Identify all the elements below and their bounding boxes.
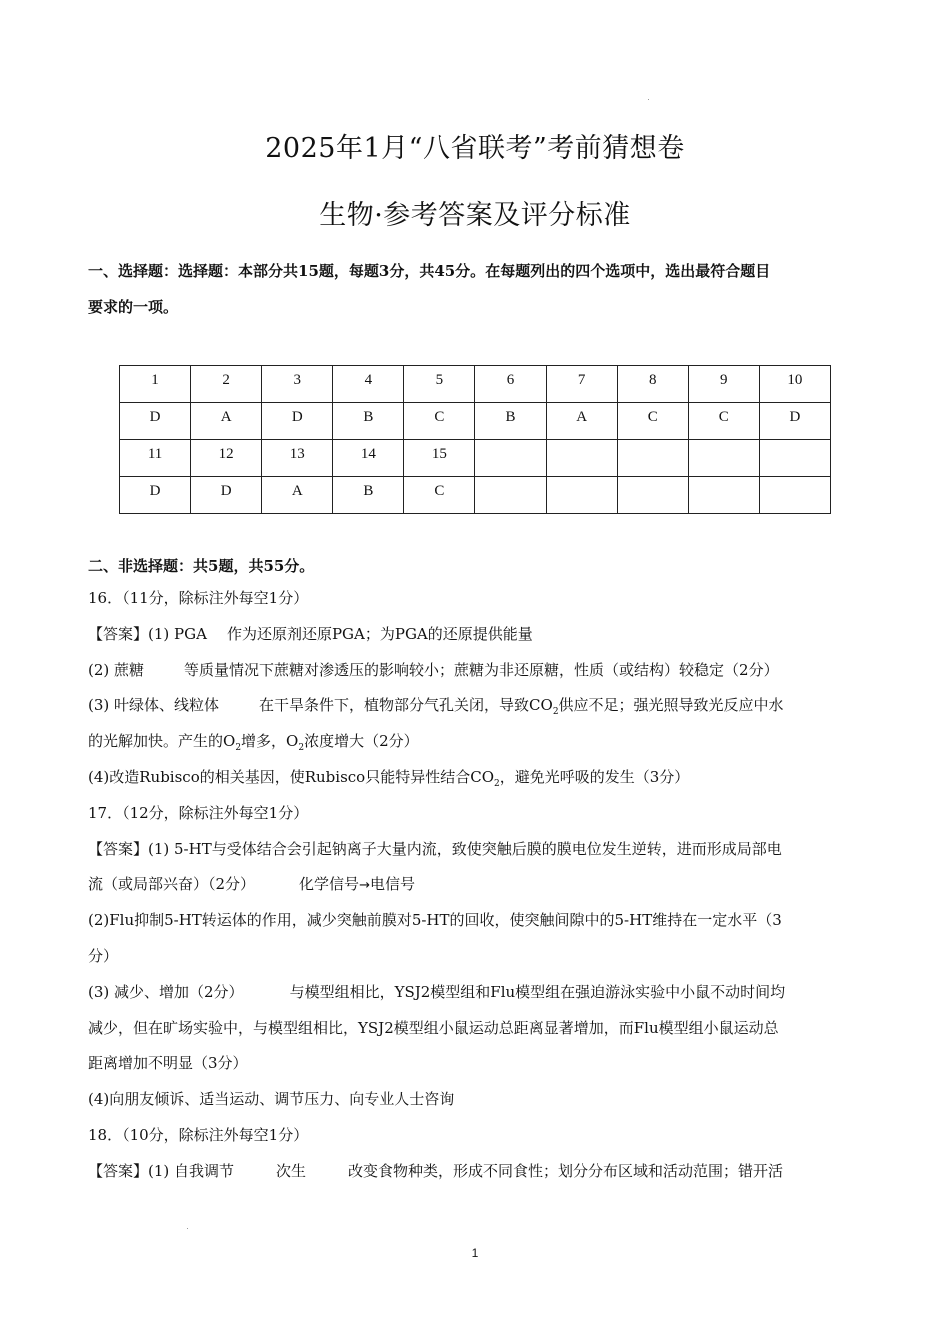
page-number: 1 [471, 1246, 479, 1260]
table-cell: C [404, 477, 475, 514]
q16-answer-3-line1 [88, 688, 864, 724]
table-cell [617, 440, 688, 477]
q17-answer-4: (4)向朋友倾诉、适当运动、调节压力、向专业人士咨询 [88, 1090, 455, 1109]
table-cell: A [262, 477, 333, 514]
table-cell [759, 477, 830, 514]
table-cell: 2 [191, 366, 262, 403]
subscript: 2 [235, 743, 242, 754]
table-cell: D [120, 477, 191, 514]
table-cell: 9 [688, 366, 759, 403]
q16-answer-4-b: ，避免光呼吸的发生（3分） [499, 767, 690, 786]
q16-answer-3-line2-c: 浓度增大（2分） [304, 732, 419, 751]
answer-table-row-numbers-1 [120, 366, 831, 403]
table-cell [546, 477, 617, 514]
q18-header: 18．（10分，除标注外每空1分） [88, 1125, 309, 1144]
q18-answer-1-c: 改变食物种类，形成不同食性；划分分布区域和活动范围；错开活 [348, 1161, 784, 1180]
q17-answer-1-line2-b: 化学信号 [299, 875, 360, 894]
table-cell: A [546, 403, 617, 440]
q18-answer-1-b: 次生 [276, 1161, 307, 1180]
answer-table-row-answers-1 [120, 403, 831, 440]
arrow-right-icon: → [359, 878, 370, 894]
table-cell [475, 477, 546, 514]
subscript: 2 [552, 707, 559, 718]
q16-header: 16．（11分，除标注外每空1分） [88, 589, 309, 607]
q16-answer-3-line2-a: 的光解加快。产生的O [88, 732, 236, 751]
q16-answer-3-text-a: 在干旱条件下，植物部分气孔关闭，导致CO [259, 696, 553, 715]
table-cell: C [617, 403, 688, 440]
section-2-heading: 二、非选择题：共5题，共55分。 [88, 557, 315, 575]
document-title: 2025年1月“八省联考”考前猜想卷 [265, 133, 685, 164]
q17-answer-3-line3: 距离增加不明显（3分） [88, 1054, 248, 1073]
table-cell [617, 477, 688, 514]
answers-body [88, 581, 864, 1190]
scan-speck [648, 99, 649, 100]
q17-header: 17．（12分，除标注外每空1分） [88, 803, 309, 822]
q17-answer-3-line1-b: 与模型组相比，YSJ2模型组和Flu模型组在强迫游泳实验中小鼠不动时间均 [289, 982, 786, 1001]
table-cell: 12 [191, 440, 262, 477]
q17-answer-1-line1: 【答案】(1) 5-HT与受体结合会引起钠离子大量内流，致使突触后膜的膜电位发生逆转，进而形成局部电 [88, 839, 782, 858]
section-1-heading-line1: 一、选择题：选择题：本部分共15题，每题3分，共45分。在每题列出的四个选项中，选出最符合题目 [88, 262, 771, 280]
table-cell: 8 [617, 366, 688, 403]
q16-answer-3-text-b: 供应不足；强光照导致光反应中水 [558, 696, 784, 715]
table-cell: B [333, 403, 404, 440]
table-cell [546, 440, 617, 477]
table-cell: D [120, 403, 191, 440]
q16-answer-4 [88, 760, 864, 796]
table-cell [688, 477, 759, 514]
q16-answer-1-text: 作为还原剂还原PGA；为PGA的还原提供能量 [226, 624, 533, 643]
q16-answer-2 [88, 653, 864, 689]
q16-answer-3-prefix: (3) 叶绿体、线粒体 [88, 696, 220, 715]
table-cell: B [475, 403, 546, 440]
q17-answer-1-line2-c: 电信号 [369, 875, 415, 894]
table-cell: 6 [475, 366, 546, 403]
table-cell [688, 440, 759, 477]
q16-answer-1-prefix: 【答案】(1) PGA [88, 624, 207, 643]
subscript: 2 [298, 743, 305, 754]
q16-answer-4-a: (4)改造Rubisco的相关基因，使Rubisco只能特异性结合CO [88, 767, 494, 786]
q17-answer-3-line2: 减少，但在旷场实验中，与模型组相比，YSJ2模型组小鼠运动总距离显著增加，而Flu模型组小鼠运动总 [88, 1018, 779, 1037]
table-cell: 5 [404, 366, 475, 403]
answer-table-row-numbers-2 [120, 440, 831, 477]
table-cell: 11 [120, 440, 191, 477]
scan-speck [187, 1228, 188, 1229]
q16-answer-2-prefix: (2) 蔗糖 [88, 660, 145, 679]
table-cell [759, 440, 830, 477]
q16-answer-3-line2 [88, 724, 864, 760]
q17-answer-2-line1: (2)Flu抑制5-HT转运体的作用，减少突触前膜对5-HT的回收，使突触间隙中的5-HT维持在一定水平（3 [88, 911, 782, 930]
document-subtitle: 生物·参考答案及评分标准 [319, 200, 631, 231]
q17-answer-2-line2: 分） [88, 946, 119, 965]
table-cell: 1 [120, 366, 191, 403]
section-1-heading-line2: 要求的一项。 [88, 298, 179, 316]
q17-answer-1-line2 [88, 867, 864, 903]
table-cell: 7 [546, 366, 617, 403]
table-cell [475, 440, 546, 477]
table-cell: C [688, 403, 759, 440]
subscript: 2 [494, 778, 500, 789]
table-cell: 3 [262, 366, 333, 403]
q17-answer-1-line2-a: 流（或局部兴奋）（2分） [88, 875, 256, 894]
table-cell: D [759, 403, 830, 440]
table-cell: 10 [759, 366, 830, 403]
q16-answer-2-text: 等质量情况下蔗糖对渗透压的影响较小；蔗糖为非还原糖，性质（或结构）较稳定（2分） [184, 660, 779, 679]
section-1-heading [88, 253, 868, 325]
table-cell: B [333, 477, 404, 514]
q16-answer-3-line2-b: 增多，O [241, 732, 299, 751]
q17-answer-3-line1 [88, 975, 864, 1011]
q16-answer-1 [88, 617, 864, 653]
answer-table [119, 365, 831, 514]
q18-answer-1-a: 【答案】(1) 自我调节 [88, 1161, 235, 1180]
table-cell: 4 [333, 366, 404, 403]
table-cell: 13 [262, 440, 333, 477]
q18-answer-1 [88, 1154, 864, 1190]
table-cell: C [404, 403, 475, 440]
table-cell: 14 [333, 440, 404, 477]
table-cell: D [262, 403, 333, 440]
table-cell: 15 [404, 440, 475, 477]
q17-answer-3-line1-a: (3) 减少、增加（2分） [88, 982, 244, 1001]
table-cell: D [191, 477, 262, 514]
answer-table-row-answers-2 [120, 477, 831, 514]
table-cell: A [191, 403, 262, 440]
